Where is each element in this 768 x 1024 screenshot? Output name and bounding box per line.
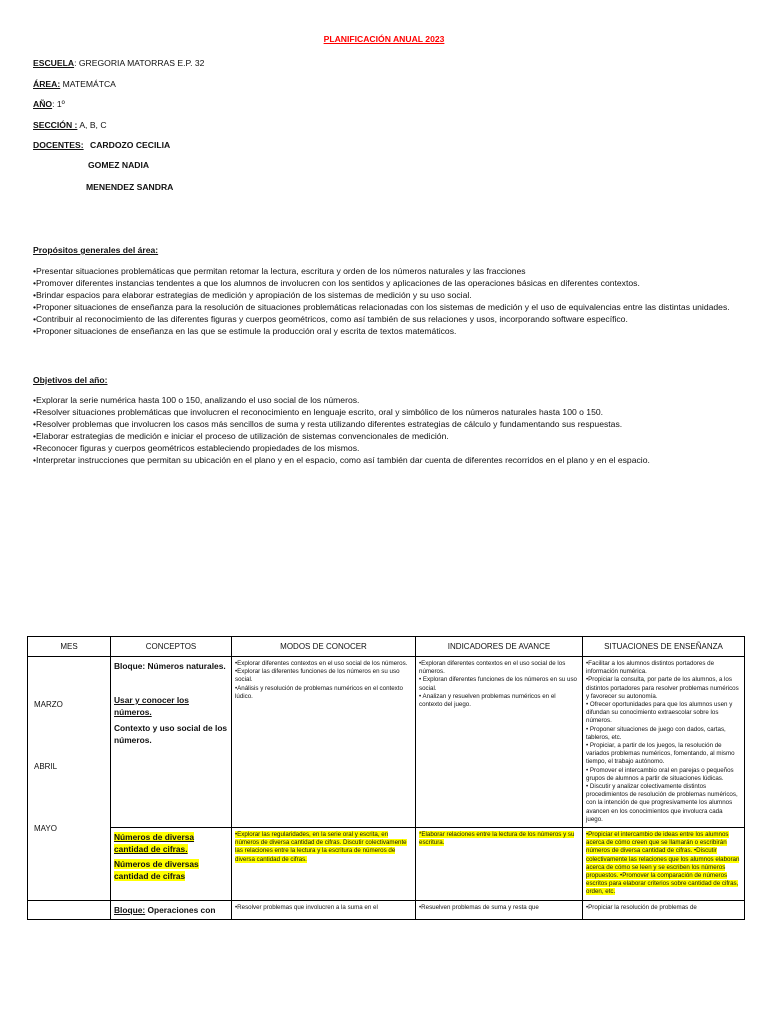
situaciones-cell — [583, 828, 745, 901]
objetivos-list — [33, 394, 733, 467]
list-item: •Explorar las diferentes funciones de los números en su uso social. — [235, 668, 400, 684]
conceptos-cell — [111, 828, 232, 901]
list-item: •Proponer situaciones de enseñanza para la resolución de situaciones problemáticas relacionadas con los sistemas de medición y el uso de equivalencias entre las distintas unidades. — [33, 302, 730, 313]
months-cell — [28, 657, 111, 901]
modos-cell — [232, 657, 416, 828]
concept-heading: Números de diversas cantidad de cifras — [114, 859, 199, 882]
anio-value: : 1º — [52, 99, 65, 109]
anio-label: AÑO — [33, 99, 53, 109]
propositos-list — [33, 265, 733, 338]
list-item: • Analizan y resuelven problemas numéricos en el contexto del juego. — [419, 692, 556, 709]
list-item: • Discutir y analizar colectivamente distintos procedimientos de resolución de problemas numéricos, con la intención de que progresivamente los alumnos avancen en los conocimientos que involucra cada juego. — [586, 783, 738, 823]
concept-heading: Números de diversa cantidad de cifras. — [114, 832, 195, 855]
seccion-label: SECCIÓN : — [33, 120, 78, 130]
list-item: •Exploran diferentes contextos en el uso social de los números. — [419, 660, 566, 676]
docente-name: GOMEZ NADIA — [88, 160, 150, 170]
list-item: •Brindar espacios para elaborar estrategias de medición y apropiación de los sistemas de medición y su uso social. — [33, 290, 472, 301]
list-item: •Resolver problemas que involucren los casos más sencillos de suma y resta utilizando diferentes estrategias de cálculo y fundamentando sus respuestas. — [33, 419, 623, 430]
docente-name: MENENDEZ SANDRA — [86, 182, 174, 192]
indicadores-text: *Elaborar relaciones entre la lectura de los números y su escritura. — [419, 831, 575, 847]
column-header-indicadores: INDICADORES DE AVANCE — [416, 637, 583, 657]
list-item: • Proponer situaciones de juego con dados, cartas, tableros, etc. — [586, 725, 726, 741]
escuela-label: ESCUELA — [33, 58, 75, 68]
indicadores-cell — [416, 828, 583, 901]
list-item: • Exploran diferentes funciones de los números en su uso social. — [419, 676, 577, 692]
docente-name: CARDOZO CECILIA — [90, 140, 171, 150]
area-label: ÁREA: — [33, 79, 61, 89]
table-row — [28, 657, 745, 828]
escuela-line — [33, 58, 204, 68]
bloque-value: Operaciones con — [145, 904, 216, 915]
planning-table — [27, 636, 745, 920]
area-line — [33, 79, 116, 89]
month-label: MAYO — [34, 824, 57, 833]
objetivos-title: Objetivos del año: — [33, 375, 108, 385]
column-header-situaciones: SITUACIONES DE ENSEÑANZA — [583, 637, 745, 657]
docentes-label: DOCENTES: — [33, 140, 84, 150]
concept-heading: Usar y conocer los números. — [114, 695, 189, 717]
situaciones-cell — [583, 900, 745, 919]
list-item: •Propiciar la consulta, por parte de los alumnos, a los distintos portadores para resolver problemas numéricos y favorecer su autonomía. — [586, 676, 739, 700]
modos-text: •Explorar las regularidades, en la serie oral y escrita, en números de diversa cantidad de cifras. Discutir colectivamente las relaciones entre la lectura y la escritura de números de diversa cantidad de cifras. — [235, 831, 407, 863]
list-item: • Propiciar, a partir de los juegos, la resolución de variados problemas numéricos, fomentando, al mismo tiempo, el trabajo autónomo. — [586, 742, 735, 766]
area-value: MATEMÁTCA — [60, 79, 116, 89]
modos-text: •Resolver problemas que involucren a la suma en el — [235, 903, 378, 911]
list-item: •Reconocer figuras y cuerpos geométricos estableciendo propiedades de los mismos. — [33, 443, 360, 454]
list-item: • Ofrecer oportunidades para que los alumnos usen y difundan su conocimiento extraescolar sobre los números. — [586, 701, 733, 725]
anio-line — [33, 99, 65, 109]
bloque-title: Bloque: Números naturales. — [114, 661, 226, 671]
bloque-label: Bloque: — [114, 904, 146, 915]
list-item: •Proponer situaciones de enseñanza en las que se estimule la producción oral y escrita de textos matemáticos. — [33, 326, 457, 337]
docentes-line — [33, 140, 170, 150]
table-header-row — [28, 637, 745, 657]
month-label: ABRIL — [34, 762, 58, 771]
indicadores-cell — [416, 657, 583, 828]
column-header-modos: MODOS DE CONOCER — [232, 637, 416, 657]
month-label: MARZO — [34, 700, 63, 709]
list-item: •Explorar diferentes contextos en el uso social de los números. — [235, 660, 408, 667]
list-item: • Promover el intercambio oral en parejas o pequeños grupos de alumnos a partir de situaciones lúdicas. — [586, 766, 734, 782]
list-item: •Presentar situaciones problemáticas que permitan retomar la lectura, escritura y orden de los números naturales y las fracciones — [33, 266, 526, 276]
conceptos-cell — [111, 657, 232, 828]
column-header-conceptos: CONCEPTOS — [111, 637, 232, 657]
indicadores-cell — [416, 900, 583, 919]
list-item: •Interpretar instrucciones que permitan su ubicación en el plano y en el espacio, como así también dar cuenta de diferentes recorridos en el plano y en el espacio. — [33, 455, 650, 466]
situaciones-text: •Propiciar el intercambio de ideas entre los alumnos acerca de cómo creen que se llamarán o escribirán números de diversa cantidad de cifras. •Discutir colectivamente las relaciones que los alumnos elaboran acerca de cómo se leen y se escriben los números propuestos. •Promover la comparación de números escritos para elaborar criterios sobre cantidad de cifras, orden, etc. — [586, 831, 740, 896]
seccion-line — [33, 120, 107, 130]
seccion-value: A, B, C — [77, 120, 107, 130]
modos-cell — [232, 900, 416, 919]
list-item: •Contribuir al reconocimiento de las diferentes figuras y cuerpos geométricos, como así también de sus relaciones y usos, incorporando software específico. — [33, 314, 628, 325]
propositos-title: Propósitos generales del área: — [33, 245, 159, 255]
table-row — [28, 900, 745, 919]
list-item: •Elaborar estrategias de medición e iniciar el proceso de utilización de sistemas convencionales de medición. — [33, 431, 449, 442]
list-item: •Facilitar a los alumnos distintos portadores de información numérica. — [586, 660, 715, 676]
situaciones-cell — [583, 657, 745, 828]
list-item: •Explorar la serie numérica hasta 100 o 150, analizando el uso social de los números. — [33, 395, 360, 405]
concept-heading: Contexto y uso social de los números. — [114, 723, 228, 745]
modos-cell — [232, 828, 416, 901]
conceptos-cell — [111, 900, 232, 919]
indicadores-text: •Resuelven problemas de suma y resta que — [419, 903, 539, 911]
document-title: PLANIFICACIÓN ANUAL 2023 — [323, 34, 445, 44]
table-row — [28, 828, 745, 901]
list-item: •Análisis y resolución de problemas numéricos en el contexto lúdico. — [235, 684, 403, 700]
months-cell — [28, 900, 111, 919]
list-item: •Resolver situaciones problemáticas que involucren el reconocimiento en lenguaje escrito, oral y simbólico de los números naturales hasta 100 o 150. — [33, 407, 604, 418]
situaciones-text: •Propiciar la resolución de problemas de — [586, 903, 697, 911]
column-header-mes: MES — [28, 637, 111, 657]
escuela-value: : GREGORIA MATORRAS E.P. 32 — [74, 58, 205, 68]
list-item: •Promover diferentes instancias tendentes a que los alumnos de involucren con los sentidos y aplicaciones de las operaciones básicas en diferentes contextos. — [33, 278, 640, 289]
